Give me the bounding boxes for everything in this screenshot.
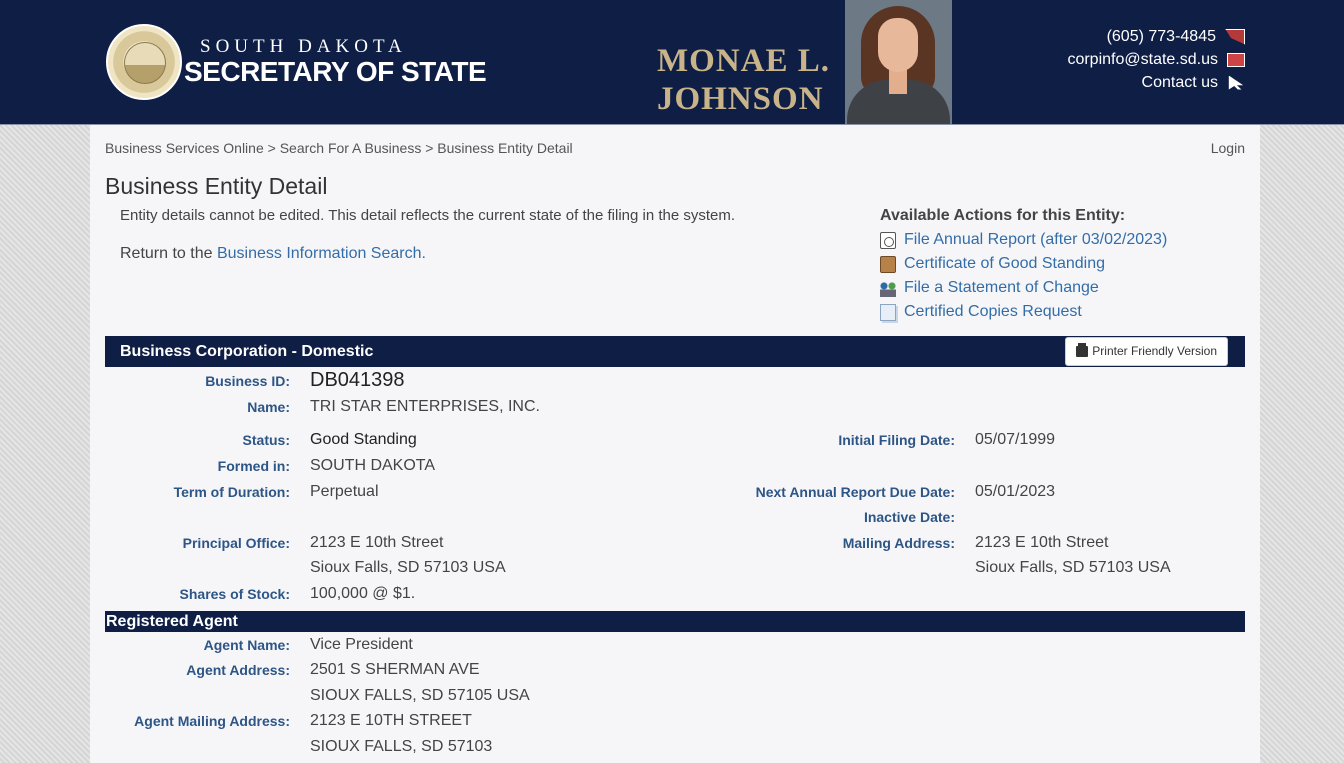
term-value: Perpetual: [310, 483, 379, 500]
next-report-label: Next Annual Report Due Date:: [755, 484, 955, 500]
edit-note: Entity details cannot be edited. This detail reflects the current state of the filing in the system.: [120, 207, 736, 224]
printer-friendly-label: Printer Friendly Version: [1092, 344, 1217, 358]
action-statement-of-change[interactable]: [880, 276, 1167, 300]
printer-friendly-button[interactable]: [1065, 337, 1228, 366]
business-id-value: DB041398: [310, 369, 405, 391]
printer-icon: [1076, 346, 1088, 357]
page-title: Business Entity Detail: [105, 173, 328, 199]
action-certificate-good-standing[interactable]: [880, 252, 1167, 276]
agent-address-line2: SIOUX FALLS, SD 57105 USA: [310, 687, 530, 704]
initial-filing-value: 05/07/1999: [975, 431, 1056, 448]
site-header: [0, 0, 1344, 125]
header-contact: [1067, 25, 1245, 94]
business-id-label: Business ID:: [205, 373, 290, 389]
certificate-icon: [880, 256, 896, 273]
cursor-icon[interactable]: [1227, 76, 1245, 90]
phone-row: [1067, 25, 1245, 48]
action-file-annual-report[interactable]: [880, 228, 1167, 252]
logo-state-name[interactable]: SOUTH DAKOTA: [200, 36, 407, 57]
people-icon: [880, 280, 896, 297]
status-label: Status:: [242, 432, 290, 448]
action-label[interactable]: Certified Copies Request: [904, 303, 1082, 320]
actions-title: Available Actions for this Entity:: [880, 207, 1126, 224]
business-search-link[interactable]: Business Information Search.: [216, 245, 426, 262]
inactive-date-label: Inactive Date:: [863, 509, 955, 525]
mailing-address-line1: 2123 E 10th Street: [975, 534, 1109, 551]
agent-mailing-line1: 2123 E 10TH STREET: [310, 712, 472, 729]
agent-name-label: Agent Name:: [203, 637, 290, 653]
phone-icon: [1225, 29, 1245, 45]
action-label[interactable]: Certificate of Good Standing: [904, 255, 1106, 272]
main-content: [90, 125, 1260, 763]
return-prefix: Return to the: [120, 245, 217, 262]
term-label: Term of Duration:: [173, 484, 290, 500]
breadcrumb[interactable]: Business Services Online > Search For A Business > Business Entity Detail: [105, 140, 573, 156]
entity-type-bar: [105, 336, 1245, 367]
shares-label: Shares of Stock:: [179, 586, 290, 602]
available-actions: [880, 207, 1167, 324]
official-last-name: JOHNSON: [657, 81, 824, 117]
copies-icon: [880, 304, 896, 321]
principal-office-line1: 2123 E 10th Street: [310, 534, 444, 551]
name-value: TRI STAR ENTERPRISES, INC.: [310, 398, 540, 415]
entity-type: Business Corporation - Domestic: [120, 343, 374, 360]
status-value: Good Standing: [310, 431, 417, 448]
formed-in-value: SOUTH DAKOTA: [310, 457, 436, 474]
phone-number: (605) 773-4845: [1106, 27, 1216, 45]
seal-emblem: [124, 42, 166, 84]
agent-address-label: Agent Address:: [186, 662, 290, 678]
principal-office-label: Principal Office:: [182, 535, 290, 551]
contact-us-link[interactable]: Contact us: [1141, 73, 1218, 91]
login-link[interactable]: Login: [1210, 140, 1245, 156]
name-label: Name:: [247, 399, 290, 415]
state-seal-logo[interactable]: [106, 24, 182, 100]
action-label[interactable]: File a Statement of Change: [904, 279, 1099, 296]
official-name: [657, 42, 857, 118]
registered-agent-title: Registered Agent: [106, 613, 238, 630]
email-row[interactable]: [1067, 48, 1245, 71]
mailing-address-label: Mailing Address:: [842, 535, 955, 551]
action-certified-copies[interactable]: [880, 300, 1167, 324]
contact-row[interactable]: [1067, 71, 1245, 94]
agent-mailing-line2: SIOUX FALLS, SD 57103: [310, 738, 493, 755]
shares-value: 100,000 @ $1.: [310, 585, 416, 602]
agent-address-line1: 2501 S SHERMAN AVE: [310, 661, 480, 678]
official-first-name: MONAE L.: [657, 43, 830, 79]
return-text: [120, 245, 426, 263]
agent-name-value: Vice President: [310, 636, 413, 653]
agent-mailing-label: Agent Mailing Address:: [134, 713, 290, 729]
official-portrait: [845, 0, 952, 124]
registered-agent-bar: [105, 611, 1245, 632]
initial-filing-label: Initial Filing Date:: [838, 432, 955, 448]
principal-office-line2: Sioux Falls, SD 57103 USA: [310, 559, 506, 576]
mail-icon[interactable]: [1227, 53, 1245, 67]
clock-document-icon: [880, 232, 896, 249]
mailing-address-line2: Sioux Falls, SD 57103 USA: [975, 559, 1171, 576]
action-label[interactable]: File Annual Report (after 03/02/2023): [904, 231, 1168, 248]
email-link[interactable]: corpinfo@state.sd.us: [1067, 50, 1218, 68]
formed-in-label: Formed in:: [217, 458, 290, 474]
next-report-value: 05/01/2023: [975, 483, 1056, 500]
logo-office-name[interactable]: SECRETARY OF STATE: [184, 56, 487, 87]
